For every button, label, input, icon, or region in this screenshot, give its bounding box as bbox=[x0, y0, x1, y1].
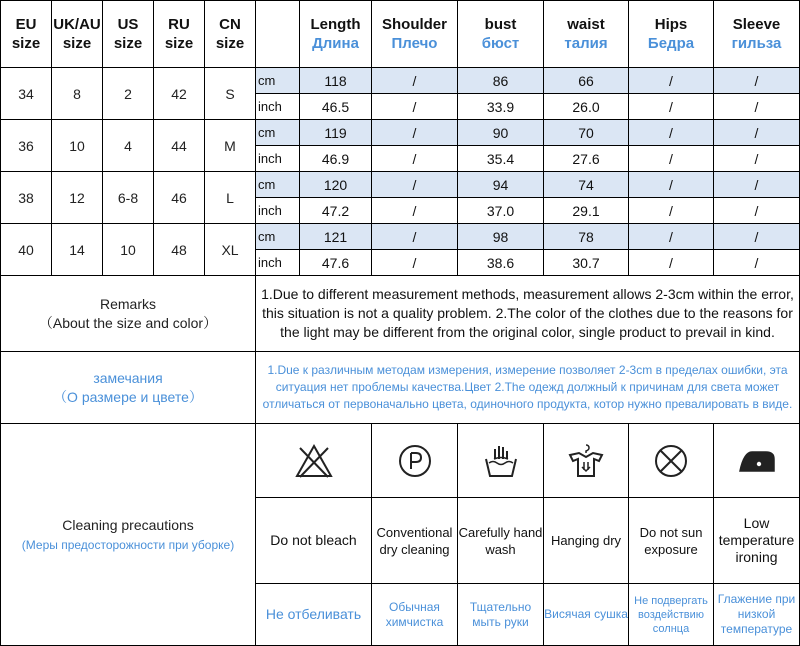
dry-clean-icon-cell bbox=[372, 424, 458, 498]
cn-size-cell: L bbox=[205, 172, 256, 224]
eu-size-cell: 34 bbox=[1, 68, 52, 120]
shoulder-value: / bbox=[372, 172, 458, 198]
unit-cell: inch bbox=[256, 94, 300, 120]
uk-size-cell: 8 bbox=[52, 68, 103, 120]
length-header-ru: Длина bbox=[312, 35, 359, 52]
size-row-cm bbox=[1, 172, 800, 198]
eu-size-cell: 40 bbox=[1, 224, 52, 276]
length-value: 46.5 bbox=[300, 94, 372, 120]
care-label-ru: Тщательно мыть руки bbox=[458, 584, 544, 646]
length-header-en: Length bbox=[310, 16, 361, 33]
no-sun-icon-cell bbox=[629, 424, 714, 498]
cleaning-label-ru: (Меры предосторожности при уборке) bbox=[21, 537, 235, 552]
eu-size-header: EU size bbox=[1, 1, 52, 68]
no-bleach-icon-cell bbox=[256, 424, 372, 498]
care-label-ru: Обычная химчистка bbox=[372, 584, 458, 646]
length-value: 46.9 bbox=[300, 146, 372, 172]
sleeve-value: / bbox=[714, 94, 800, 120]
length-value: 118 bbox=[300, 68, 372, 94]
remarks-label-sub: （About the size and color） bbox=[38, 314, 218, 331]
remarks-label-title: Remarks bbox=[99, 295, 156, 312]
waist-value: 70 bbox=[544, 120, 629, 146]
care-label-ru: Не отбеливать bbox=[256, 584, 372, 646]
hips-value: / bbox=[629, 224, 714, 250]
unit-cell: cm bbox=[256, 120, 300, 146]
remarks-label-ru-sub: （О размере и цвете） bbox=[53, 388, 203, 405]
bust-value: 35.4 bbox=[458, 146, 544, 172]
hips-header-ru: Бедра bbox=[647, 35, 695, 52]
hang-dry-icon-cell bbox=[544, 424, 629, 498]
length-header bbox=[300, 1, 372, 68]
shoulder-header-ru: Плечо bbox=[391, 35, 438, 52]
bust-value: 33.9 bbox=[458, 94, 544, 120]
care-label-ru: Висячая сушка bbox=[544, 584, 629, 646]
shoulder-value: / bbox=[372, 250, 458, 276]
care-label-en: Do not sun exposure bbox=[629, 498, 714, 584]
waist-value: 26.0 bbox=[544, 94, 629, 120]
shoulder-value: / bbox=[372, 68, 458, 94]
uk-size-cell: 14 bbox=[52, 224, 103, 276]
sleeve-value: / bbox=[714, 172, 800, 198]
hips-value: / bbox=[629, 94, 714, 120]
remarks-label-ru bbox=[1, 352, 256, 424]
us-size-header: US size bbox=[103, 1, 154, 68]
care-label-en: Low temperature ironing bbox=[714, 498, 800, 584]
size-row-cm bbox=[1, 224, 800, 250]
bust-value: 98 bbox=[458, 224, 544, 250]
sleeve-value: / bbox=[714, 146, 800, 172]
cn-size-cell: XL bbox=[205, 224, 256, 276]
waist-value: 74 bbox=[544, 172, 629, 198]
cleaning-label-en: Cleaning precautions bbox=[62, 516, 194, 533]
cleaning-label bbox=[1, 424, 256, 646]
ru-size-cell: 42 bbox=[154, 68, 205, 120]
eu-size-cell: 38 bbox=[1, 172, 52, 224]
remarks-label-ru-title: замечания bbox=[93, 369, 163, 386]
remarks-row-ru bbox=[1, 352, 800, 424]
hips-value: / bbox=[629, 172, 714, 198]
bust-value: 37.0 bbox=[458, 198, 544, 224]
us-size-cell: 10 bbox=[103, 224, 154, 276]
hips-value: / bbox=[629, 250, 714, 276]
ru-size-cell: 48 bbox=[154, 224, 205, 276]
shoulder-header bbox=[372, 1, 458, 68]
cn-size-header: CN size bbox=[205, 1, 256, 68]
ru-size-cell: 44 bbox=[154, 120, 205, 172]
length-value: 121 bbox=[300, 224, 372, 250]
eu-size-cell: 36 bbox=[1, 120, 52, 172]
length-value: 119 bbox=[300, 120, 372, 146]
waist-value: 78 bbox=[544, 224, 629, 250]
shoulder-value: / bbox=[372, 198, 458, 224]
hips-value: / bbox=[629, 120, 714, 146]
bust-header-ru: бюст bbox=[481, 35, 520, 52]
cleaning-icons-row bbox=[1, 424, 800, 498]
bust-header-en: bust bbox=[484, 16, 517, 33]
length-value: 120 bbox=[300, 172, 372, 198]
uk-size-cell: 10 bbox=[52, 120, 103, 172]
hand-wash-icon bbox=[481, 443, 521, 479]
shoulder-value: / bbox=[372, 224, 458, 250]
bust-header bbox=[458, 1, 544, 68]
size-row-cm bbox=[1, 120, 800, 146]
shoulder-value: / bbox=[372, 146, 458, 172]
waist-value: 29.1 bbox=[544, 198, 629, 224]
sleeve-value: / bbox=[714, 198, 800, 224]
sleeve-value: / bbox=[714, 224, 800, 250]
length-value: 47.2 bbox=[300, 198, 372, 224]
sleeve-value: / bbox=[714, 250, 800, 276]
bust-value: 94 bbox=[458, 172, 544, 198]
unit-cell: inch bbox=[256, 198, 300, 224]
sleeve-header-en: Sleeve bbox=[732, 16, 781, 33]
low-iron-icon-cell bbox=[714, 424, 800, 498]
cn-size-cell: M bbox=[205, 120, 256, 172]
us-size-cell: 2 bbox=[103, 68, 154, 120]
uk-size-header: UK/AU size bbox=[52, 1, 103, 68]
waist-value: 66 bbox=[544, 68, 629, 94]
waist-value: 27.6 bbox=[544, 146, 629, 172]
hand-wash-icon-cell bbox=[458, 424, 544, 498]
waist-header-ru: талия bbox=[564, 35, 608, 52]
bust-value: 86 bbox=[458, 68, 544, 94]
cn-size-cell: S bbox=[205, 68, 256, 120]
remarks-row-en bbox=[1, 276, 800, 352]
unit-cell: cm bbox=[256, 68, 300, 94]
sleeve-value: / bbox=[714, 120, 800, 146]
us-size-cell: 6-8 bbox=[103, 172, 154, 224]
unit-cell: cm bbox=[256, 224, 300, 250]
ru-size-cell: 46 bbox=[154, 172, 205, 224]
hang-dry-icon bbox=[566, 443, 606, 479]
shoulder-value: / bbox=[372, 120, 458, 146]
header-row bbox=[1, 1, 800, 68]
care-label-en: Do not bleach bbox=[256, 498, 372, 584]
hips-value: / bbox=[629, 198, 714, 224]
shoulder-header-en: Shoulder bbox=[381, 16, 447, 33]
sleeve-header-ru: гильза bbox=[731, 35, 782, 52]
unit-header-blank bbox=[256, 1, 300, 68]
care-label-en: Conventional dry cleaning bbox=[372, 498, 458, 584]
hips-header-en: Hips bbox=[654, 16, 688, 33]
low-iron-icon bbox=[736, 446, 778, 476]
hips-value: / bbox=[629, 68, 714, 94]
unit-cell: inch bbox=[256, 146, 300, 172]
waist-value: 30.7 bbox=[544, 250, 629, 276]
hips-value: / bbox=[629, 146, 714, 172]
care-label-en: Carefully hand wash bbox=[458, 498, 544, 584]
unit-cell: cm bbox=[256, 172, 300, 198]
ru-size-header: RU size bbox=[154, 1, 205, 68]
uk-size-cell: 12 bbox=[52, 172, 103, 224]
no-bleach-icon bbox=[294, 443, 334, 479]
size-row-cm bbox=[1, 68, 800, 94]
bust-value: 38.6 bbox=[458, 250, 544, 276]
remarks-text-en: 1.Due to different measurement methods, measurement allows 2-3cm within the error, this situation is not a quality problem. 2.The color of the clothes due to the reasons for the light may be different from the original color, single product to prevail in kind. bbox=[256, 276, 800, 352]
unit-cell: inch bbox=[256, 250, 300, 276]
sleeve-value: / bbox=[714, 68, 800, 94]
remarks-label bbox=[1, 276, 256, 352]
sleeve-header bbox=[714, 1, 800, 68]
us-size-cell: 4 bbox=[103, 120, 154, 172]
shoulder-value: / bbox=[372, 94, 458, 120]
waist-header bbox=[544, 1, 629, 68]
hips-header bbox=[629, 1, 714, 68]
bust-value: 90 bbox=[458, 120, 544, 146]
care-label-ru: Не подвергать воздействию солнца bbox=[629, 584, 714, 646]
dry-clean-icon bbox=[397, 443, 433, 479]
length-value: 47.6 bbox=[300, 250, 372, 276]
care-label-ru: Глажение при низкой температуре bbox=[714, 584, 800, 646]
waist-header-en: waist bbox=[567, 16, 605, 33]
care-label-en: Hanging dry bbox=[544, 498, 629, 584]
remarks-text-ru: 1.Due к различным методам измерения, измерение позволяет 2-3cm в пределах ошибки, эта ситуация нет проблемы качества.Цвет 2.The одежд должный к причинам для света может отличаться от первоначально цвета, одиночного продукта, котор нужно превалировать в виде. bbox=[256, 352, 800, 424]
no-sun-icon bbox=[652, 443, 690, 479]
